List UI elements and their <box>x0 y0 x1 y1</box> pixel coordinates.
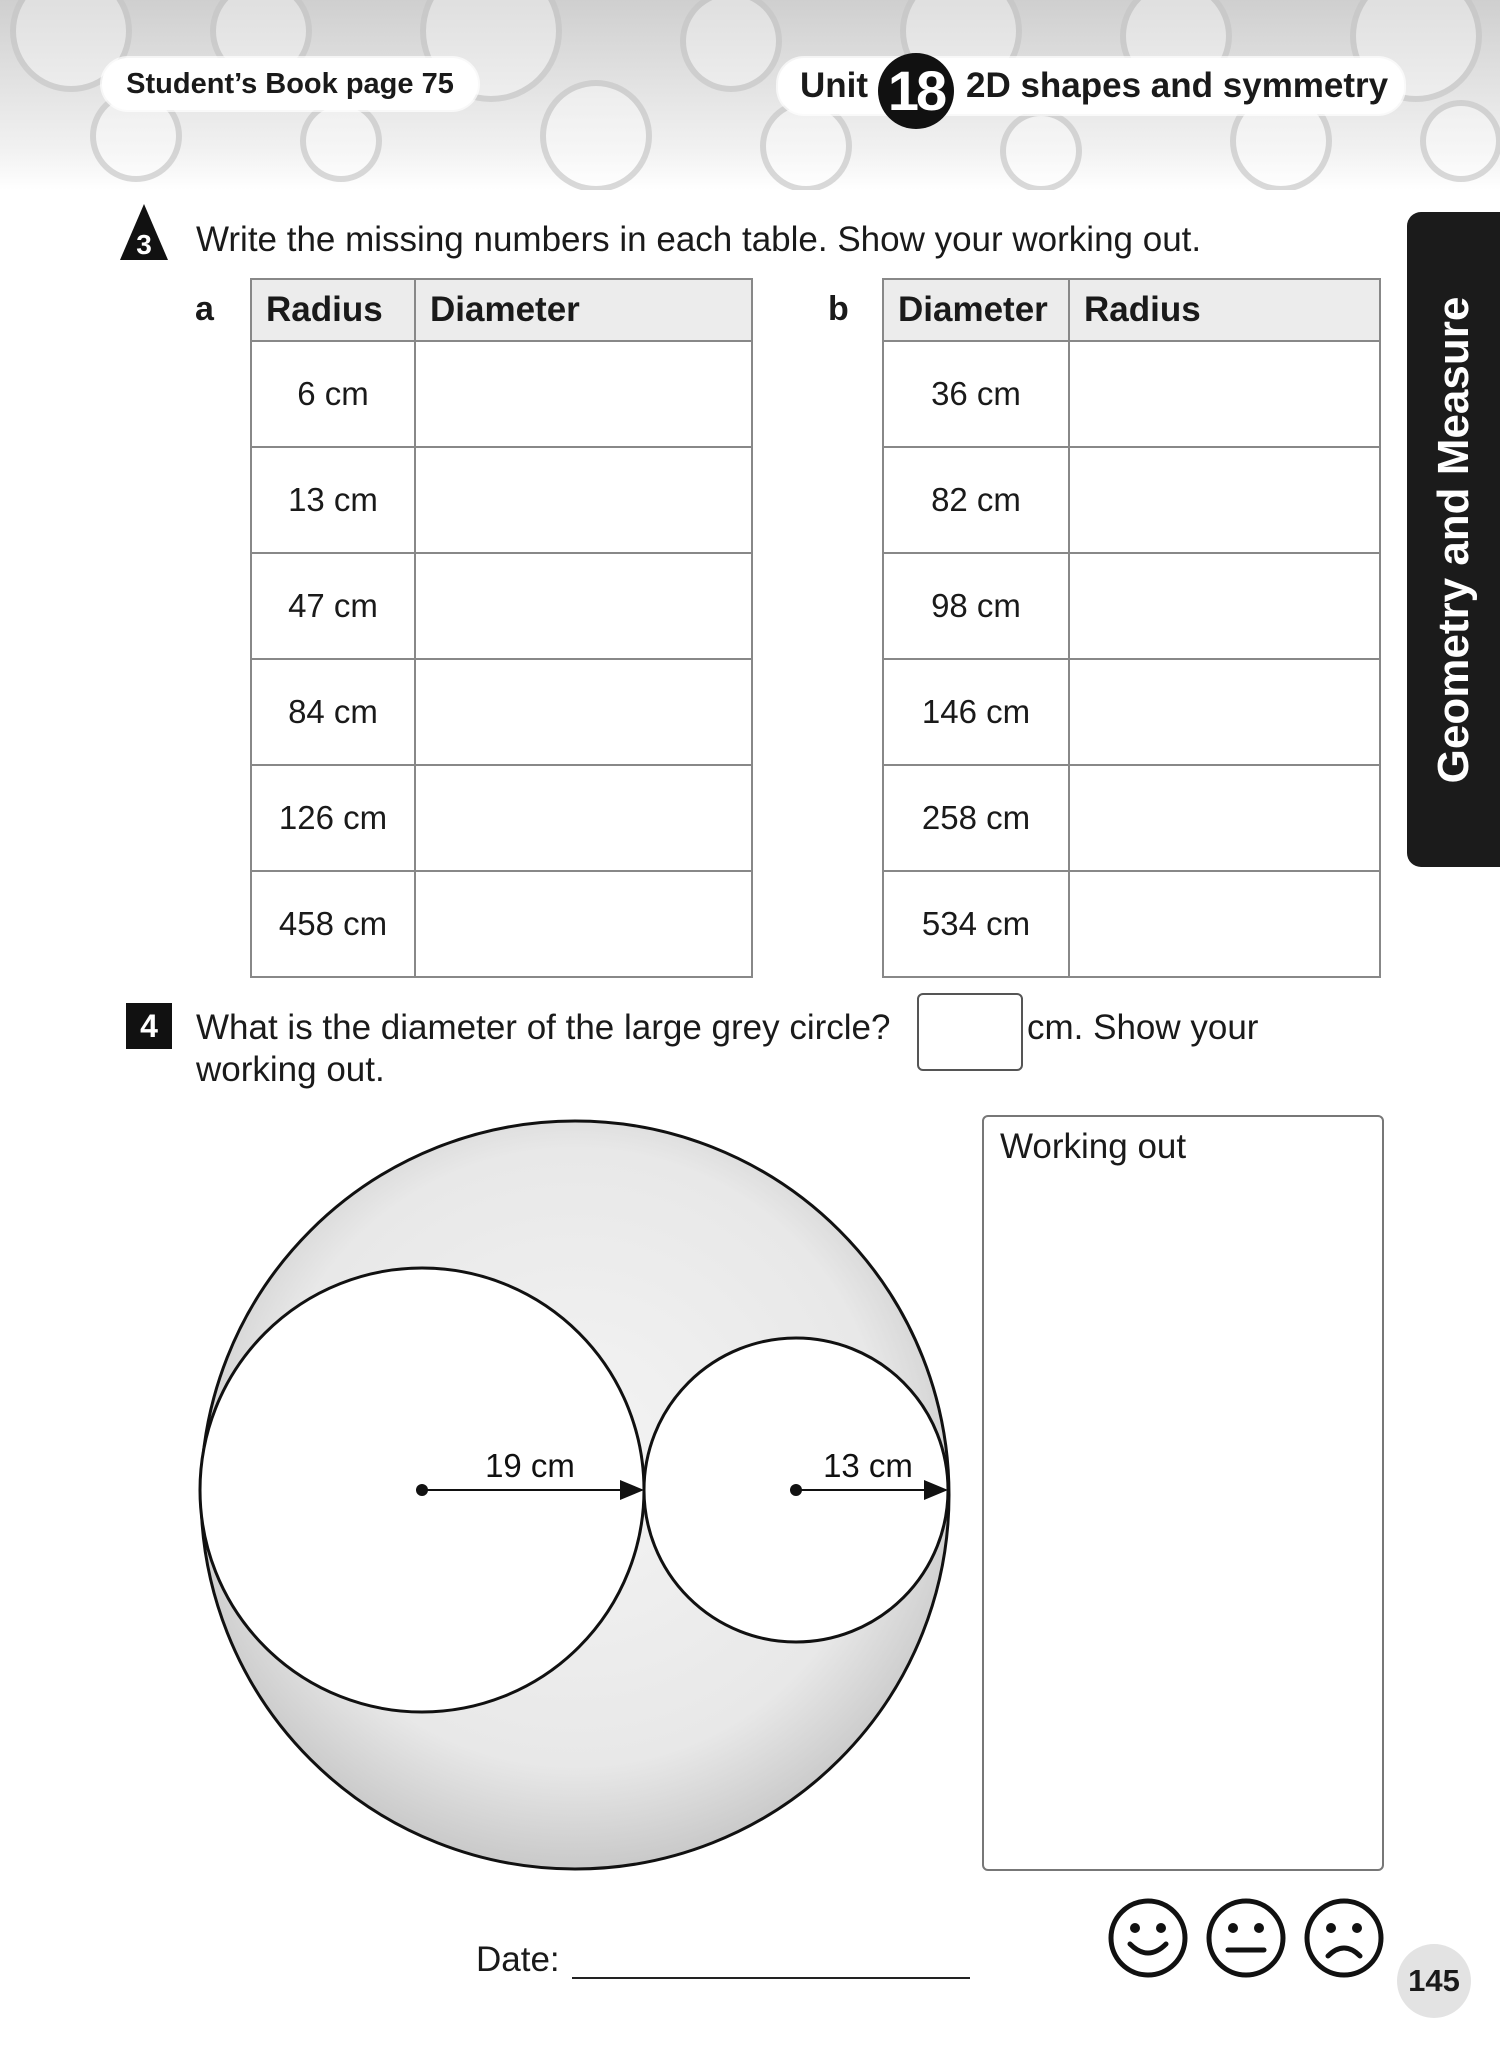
radius-value: 84 cm <box>251 659 415 765</box>
table-row <box>883 341 1380 447</box>
section-tab-label: Geometry and Measure <box>1428 296 1478 783</box>
unit-number-badge: 18 <box>878 53 954 129</box>
diameter-value: 98 cm <box>883 553 1069 659</box>
radius-value: 13 cm <box>251 447 415 553</box>
question-3-marker <box>118 202 170 264</box>
book-reference: Student’s Book page 75 <box>102 58 478 110</box>
radius-value: 126 cm <box>251 765 415 871</box>
unit-title: 2D shapes and symmetry <box>966 66 1389 105</box>
diameter-answer-box[interactable] <box>917 993 1023 1071</box>
table-row <box>251 765 752 871</box>
right-radius-label: 13 cm <box>823 1447 913 1484</box>
decorative-bubble <box>680 0 782 92</box>
diameter-value: 82 cm <box>883 447 1069 553</box>
working-out-box[interactable] <box>982 1115 1384 1871</box>
table-row <box>883 765 1380 871</box>
table-a-header-radius: Radius <box>251 279 415 341</box>
radius-answer-cell[interactable] <box>1069 447 1380 553</box>
table-row <box>883 871 1380 977</box>
diameter-value: 146 cm <box>883 659 1069 765</box>
date-label: Date: <box>476 1940 560 1979</box>
diameter-answer-cell[interactable] <box>415 659 752 765</box>
question-3-text: Write the missing numbers in each table. Show your working out. <box>196 220 1202 259</box>
question-4-text: What is the diameter of the large grey circle? <box>196 1008 891 1047</box>
table-a-label: a <box>195 290 214 328</box>
diameter-answer-cell[interactable] <box>415 341 752 447</box>
diameter-answer-cell[interactable] <box>415 765 752 871</box>
table-row <box>251 659 752 765</box>
diameter-value: 258 cm <box>883 765 1069 871</box>
radius-value: 47 cm <box>251 553 415 659</box>
radius-answer-cell[interactable] <box>1069 871 1380 977</box>
section-tab <box>1407 212 1500 867</box>
diameter-value: 36 cm <box>883 341 1069 447</box>
decorative-bubble <box>300 100 382 182</box>
table-row <box>251 553 752 659</box>
table-row <box>251 447 752 553</box>
date-input-line[interactable] <box>572 1977 970 1979</box>
table-b-header-diameter: Diameter <box>883 279 1069 341</box>
self-assessment-faces <box>1106 1896 1386 1980</box>
table-row <box>883 553 1380 659</box>
diameter-value: 534 cm <box>883 871 1069 977</box>
radius-answer-cell[interactable] <box>1069 553 1380 659</box>
decorative-bubble <box>1000 110 1082 190</box>
unit-label: Unit <box>800 66 869 105</box>
table-row <box>251 871 752 977</box>
happy-face-icon[interactable] <box>1111 1901 1185 1975</box>
diameter-answer-cell[interactable] <box>415 871 752 977</box>
decorative-bubble <box>1420 100 1500 182</box>
question-4-marker: 4 <box>126 1003 172 1049</box>
radius-diameter-table <box>250 278 753 978</box>
radius-answer-cell[interactable] <box>1069 341 1380 447</box>
unit-header <box>778 58 1404 122</box>
radius-value: 6 cm <box>251 341 415 447</box>
diameter-answer-cell[interactable] <box>415 553 752 659</box>
table-row <box>883 447 1380 553</box>
left-radius-label: 19 cm <box>485 1447 575 1484</box>
radius-value: 458 cm <box>251 871 415 977</box>
working-out-label: Working out <box>1000 1127 1187 1166</box>
table-row <box>251 341 752 447</box>
table-a-header-diameter: Diameter <box>415 279 752 341</box>
radius-answer-cell[interactable] <box>1069 765 1380 871</box>
diameter-radius-table <box>882 278 1381 978</box>
neutral-face-icon[interactable] <box>1209 1901 1283 1975</box>
sad-face-icon[interactable] <box>1307 1901 1381 1975</box>
triangle-icon <box>118 202 170 264</box>
decorative-bubble <box>540 80 652 190</box>
table-b-label: b <box>828 290 849 328</box>
table-b-header-radius: Radius <box>1069 279 1380 341</box>
question-4-text-line2: working out. <box>196 1050 385 1089</box>
diameter-answer-cell[interactable] <box>415 447 752 553</box>
question-3-number: 3 <box>136 229 152 260</box>
table-row <box>883 659 1380 765</box>
radius-answer-cell[interactable] <box>1069 659 1380 765</box>
question-4-text-after: cm. Show your <box>1027 1008 1259 1047</box>
page-number: 145 <box>1397 1944 1471 2018</box>
circles-diagram <box>190 1110 960 1880</box>
